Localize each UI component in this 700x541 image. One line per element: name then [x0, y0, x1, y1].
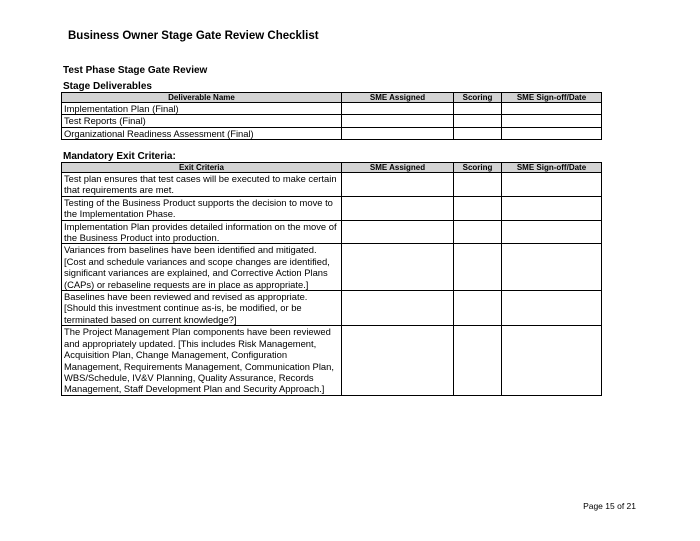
table-header-row: [62, 93, 602, 103]
deliverable-name-cell: Organizational Readiness Assessment (Final): [62, 127, 342, 139]
scoring-cell[interactable]: [454, 173, 502, 197]
sign-off-cell[interactable]: [502, 196, 602, 220]
sign-off-cell[interactable]: [502, 244, 602, 291]
table-header-row: [62, 163, 602, 173]
scoring-cell[interactable]: [454, 244, 502, 291]
scoring-cell[interactable]: [454, 326, 502, 395]
sme-assigned-cell[interactable]: [342, 127, 454, 139]
deliverable-name-cell: Implementation Plan (Final): [62, 103, 342, 115]
table-row: [62, 127, 602, 139]
scoring-cell[interactable]: [454, 115, 502, 127]
column-header: Exit Criteria: [62, 163, 342, 173]
sign-off-cell[interactable]: [502, 103, 602, 115]
sme-assigned-cell[interactable]: [342, 326, 454, 395]
stage-deliverables-table: [61, 92, 602, 140]
page-number: Page 15 of 21: [583, 501, 636, 511]
sign-off-cell[interactable]: [502, 115, 602, 127]
column-header: Scoring: [454, 163, 502, 173]
sme-assigned-cell[interactable]: [342, 173, 454, 197]
exit-criteria-cell: Testing of the Business Product supports the decision to move to the Implementation Phase.: [62, 196, 342, 220]
exit-criteria-cell: Variances from baselines have been identified and mitigated. [Cost and schedule variances and scope changes are identified, significant variances are explained, and Corrective Action Plans (CAPs) or rebaseline requests are in place as appropriate.]: [62, 244, 342, 291]
sign-off-cell[interactable]: [502, 326, 602, 395]
sign-off-cell[interactable]: [502, 127, 602, 139]
table-row: [62, 220, 602, 244]
sme-assigned-cell[interactable]: [342, 103, 454, 115]
exit-criteria-table: [61, 162, 602, 396]
sme-assigned-cell[interactable]: [342, 196, 454, 220]
column-header: SME Sign-off/Date: [502, 163, 602, 173]
column-header: Deliverable Name: [62, 93, 342, 103]
scoring-cell[interactable]: [454, 196, 502, 220]
sme-assigned-cell[interactable]: [342, 115, 454, 127]
sme-assigned-cell[interactable]: [342, 220, 454, 244]
exit-criteria-cell: The Project Management Plan components have been reviewed and appropriately updated. [This includes Risk Management, Acquisition Plan, Change Management, Configuration Management, Requirements Management, Communication Plan, WBS/Schedule, IV&V Planning, Quality Assurance, Records Management, Staff Development Plan and Security Approach.]: [62, 326, 342, 395]
column-header: SME Sign-off/Date: [502, 93, 602, 103]
sme-assigned-cell[interactable]: [342, 244, 454, 291]
table-row: [62, 196, 602, 220]
scoring-cell[interactable]: [454, 103, 502, 115]
section-title: Test Phase Stage Gate Review: [63, 65, 208, 76]
table-row: [62, 103, 602, 115]
mandatory-exit-criteria-heading: Mandatory Exit Criteria:: [63, 151, 176, 162]
exit-criteria-cell: Implementation Plan provides detailed information on the move of the Business Product into production.: [62, 220, 342, 244]
sign-off-cell[interactable]: [502, 220, 602, 244]
exit-criteria-cell: Baselines have been reviewed and revised as appropriate. [Should this investment continue as-is, be modified, or be terminated based on current knowledge?]: [62, 291, 342, 326]
table-row: [62, 326, 602, 395]
sign-off-cell[interactable]: [502, 291, 602, 326]
column-header: SME Assigned: [342, 93, 454, 103]
column-header: Scoring: [454, 93, 502, 103]
deliverable-name-cell: Test Reports (Final): [62, 115, 342, 127]
exit-criteria-cell: Test plan ensures that test cases will be executed to make certain that requirements are met.: [62, 173, 342, 197]
scoring-cell[interactable]: [454, 127, 502, 139]
sign-off-cell[interactable]: [502, 173, 602, 197]
table-row: [62, 291, 602, 326]
document-title: Business Owner Stage Gate Review Checklist: [68, 30, 319, 42]
scoring-cell[interactable]: [454, 220, 502, 244]
table-row: [62, 115, 602, 127]
table-row: [62, 173, 602, 197]
table-row: [62, 244, 602, 291]
sme-assigned-cell[interactable]: [342, 291, 454, 326]
scoring-cell[interactable]: [454, 291, 502, 326]
column-header: SME Assigned: [342, 163, 454, 173]
stage-deliverables-heading: Stage Deliverables: [63, 81, 152, 92]
